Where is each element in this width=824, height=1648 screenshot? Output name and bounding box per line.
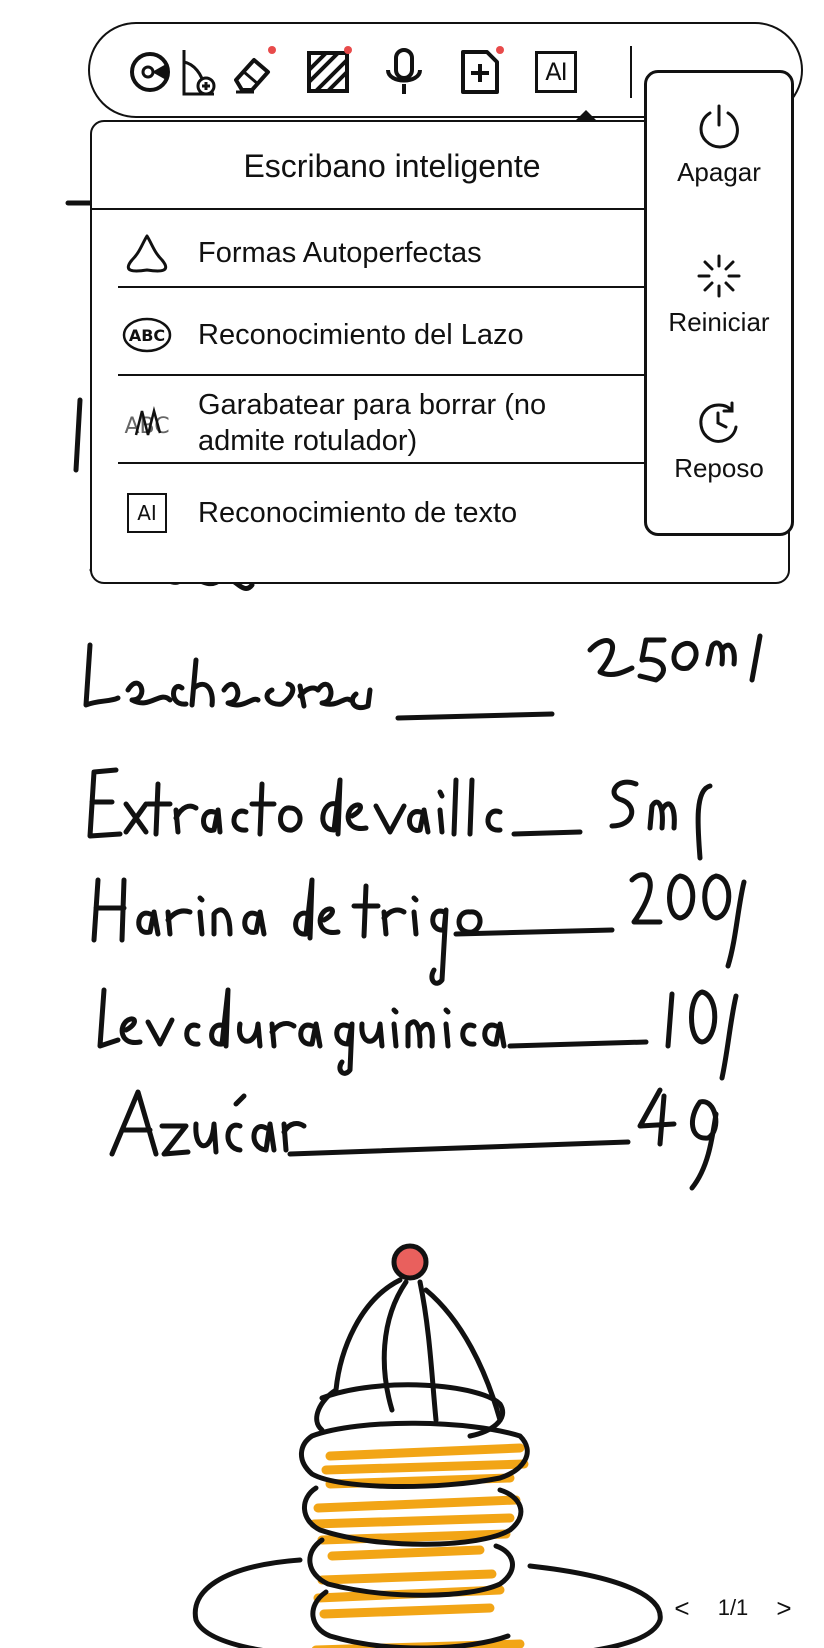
add-page-button[interactable] <box>452 44 508 100</box>
svg-text:ABC: ABC <box>124 414 170 439</box>
hatch-fill-badge <box>344 46 352 54</box>
menu-item-label: Reconocimiento de texto <box>198 497 518 529</box>
svg-text:ABC: ABC <box>128 326 166 345</box>
hatch-fill-button[interactable] <box>300 44 356 100</box>
add-page-badge <box>496 46 504 54</box>
sleep-icon <box>696 399 742 445</box>
page-indicator: 1/1 <box>717 1595 749 1620</box>
ai-tool-button[interactable] <box>528 44 584 100</box>
sleep-label: Reposo <box>674 453 764 483</box>
menu-item-label: Garabatear para borrar (no admite rotulador) <box>198 389 547 457</box>
page-navigator <box>668 1588 798 1628</box>
menu-item-label: Reconocimiento del Lazo <box>198 319 524 351</box>
restart-button[interactable] <box>647 253 791 338</box>
next-page-button[interactable]: > <box>776 1592 792 1623</box>
ingredient-line-2 <box>90 770 710 858</box>
power-off-label: Apagar <box>677 157 761 187</box>
power-menu <box>644 70 794 536</box>
eraser-badge <box>268 46 276 54</box>
ruler-add-icon <box>174 46 222 98</box>
microphone-button[interactable] <box>376 44 432 100</box>
prev-page-button[interactable]: < <box>674 1592 690 1623</box>
restart-icon <box>696 253 742 299</box>
add-page-icon <box>459 48 501 96</box>
ai-text-icon: AI <box>118 484 176 542</box>
eraser-icon <box>228 48 276 96</box>
menu-item-label: Formas Autoperfectas <box>198 237 482 269</box>
eraser-button[interactable] <box>224 44 280 100</box>
microphone-icon <box>384 48 424 96</box>
scribble-erase-icon <box>118 394 176 452</box>
sleep-button[interactable] <box>647 399 791 484</box>
ingredient-line-3 <box>94 875 744 984</box>
ingredient-line-1 <box>86 636 760 718</box>
power-off-button[interactable] <box>647 103 791 188</box>
ingredient-line-5 <box>112 1090 716 1188</box>
ruler-add-button[interactable] <box>170 44 226 100</box>
restart-label: Reiniciar <box>668 307 770 337</box>
pancake-drawing <box>195 1246 660 1648</box>
power-icon <box>696 103 742 149</box>
toolbar-divider <box>630 46 632 98</box>
triangle-shape-icon <box>118 224 176 282</box>
ai-icon: AI <box>535 51 577 93</box>
pen-tool-icon <box>128 48 176 96</box>
abc-lasso-icon <box>118 306 176 364</box>
ingredient-line-4 <box>100 990 736 1078</box>
panel-title: Escribano inteligente <box>243 147 541 184</box>
hatch-fill-icon <box>306 50 350 94</box>
